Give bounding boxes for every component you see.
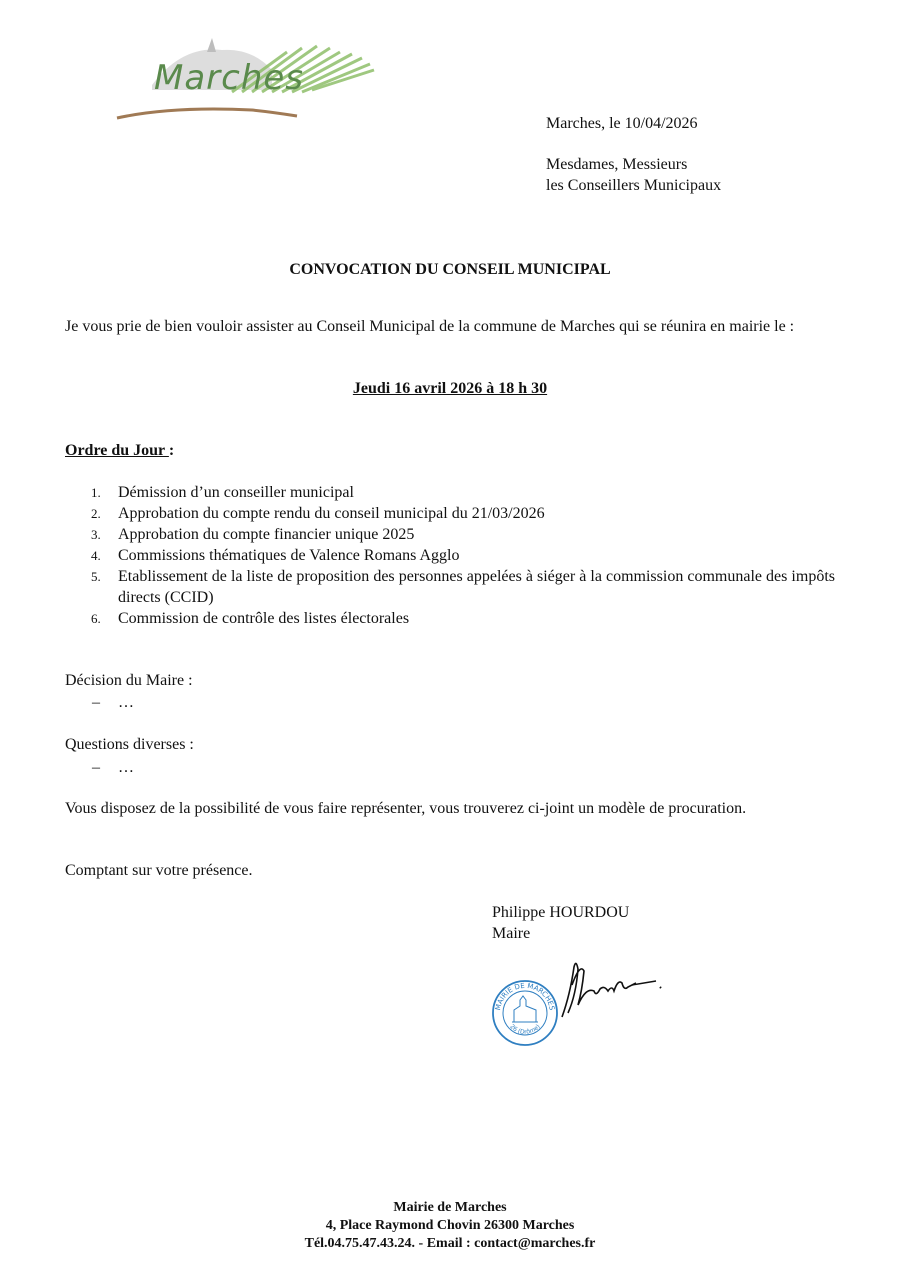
procuration-paragraph: Vous disposez de la possibilité de vous faire représenter, vous trouverez ci-joint un modèle de procuration. bbox=[65, 800, 747, 817]
agenda-heading bbox=[65, 440, 174, 461]
footer-line-2: 4, Place Raymond Chovin 26300 Marches bbox=[325, 1218, 575, 1233]
agenda-item-text: Approbation du compte rendu du conseil municipal du 21/03/2026 bbox=[118, 505, 545, 522]
agenda-item-text: Commission de contrôle des listes électorales bbox=[118, 610, 410, 627]
questions-item-text: … bbox=[118, 759, 134, 776]
mayor-signature bbox=[556, 955, 666, 1025]
agenda-item bbox=[65, 524, 835, 545]
agenda-item-number: 1. bbox=[91, 485, 101, 500]
signer-block bbox=[492, 902, 629, 944]
intro-paragraph: Je vous prie de bien vouloir assister au Conseil Municipal de la commune de Marches qui se réunira en mairie le : bbox=[65, 318, 795, 335]
dash-bullet: – bbox=[92, 694, 100, 711]
agenda-item-text: Etablissement de la liste de proposition des personnes appelées à siéger à la commission communale des impôts directs (CCID) bbox=[118, 568, 835, 606]
stamp-graphic bbox=[490, 978, 560, 1048]
logo-wordmark: Marches bbox=[154, 58, 305, 98]
agenda-list bbox=[65, 482, 835, 629]
recipient-block bbox=[546, 154, 721, 196]
agenda-item-text: Démission d’un conseiller municipal bbox=[118, 484, 354, 501]
date-line: Marches, le 10/04/2026 bbox=[546, 115, 698, 132]
mairie-stamp bbox=[490, 978, 560, 1048]
agenda-item-number: 4. bbox=[91, 548, 101, 563]
stamp-bottom-text: 26 (Drôme) bbox=[508, 1023, 542, 1036]
marches-logo bbox=[112, 30, 382, 125]
agenda-heading-colon: : bbox=[168, 442, 175, 459]
recipient-line-1: Mesdames, Messieurs bbox=[546, 156, 688, 173]
agenda-item-number: 2. bbox=[91, 506, 101, 521]
agenda-item bbox=[65, 503, 835, 524]
decision-item-text: … bbox=[118, 694, 134, 711]
signature-graphic bbox=[556, 955, 666, 1025]
footer-line-3: Tél.04.75.47.43.24. - Email : contact@marches.fr bbox=[304, 1236, 596, 1251]
agenda-item bbox=[65, 608, 835, 629]
agenda-item-text: Commissions thématiques de Valence Romans Agglo bbox=[118, 547, 460, 564]
footer bbox=[0, 1199, 900, 1253]
recipient-line-2: les Conseillers Municipaux bbox=[546, 177, 722, 194]
document-title: CONVOCATION DU CONSEIL MUNICIPAL bbox=[289, 261, 611, 278]
stamp-top-text: MAIRIE DE MARCHES bbox=[494, 981, 556, 1012]
agenda-item-number: 3. bbox=[91, 527, 101, 542]
agenda-item bbox=[65, 566, 835, 608]
questions-heading: Questions diverses : bbox=[65, 736, 194, 753]
signer-name: Philippe HOURDOU bbox=[492, 904, 630, 921]
svg-text:26 (Drôme) bbox=[508, 1023, 541, 1036]
closing-line: Comptant sur votre présence. bbox=[65, 862, 253, 879]
agenda-item bbox=[65, 482, 835, 503]
agenda-item-number: 6. bbox=[91, 611, 101, 626]
agenda-heading-label: Ordre du Jour bbox=[65, 442, 169, 459]
agenda-item-text: Approbation du compte financier unique 2025 bbox=[118, 526, 415, 543]
dash-bullet: – bbox=[92, 759, 100, 776]
agenda-item bbox=[65, 545, 835, 566]
footer-line-1: Mairie de Marches bbox=[393, 1200, 507, 1215]
decision-heading: Décision du Maire : bbox=[65, 672, 193, 689]
agenda-item-number: 5. bbox=[91, 569, 101, 584]
meeting-date: Jeudi 16 avril 2026 à 18 h 30 bbox=[352, 380, 548, 397]
signer-role: Maire bbox=[492, 925, 531, 942]
questions-item bbox=[92, 757, 134, 778]
decision-item bbox=[92, 692, 134, 713]
